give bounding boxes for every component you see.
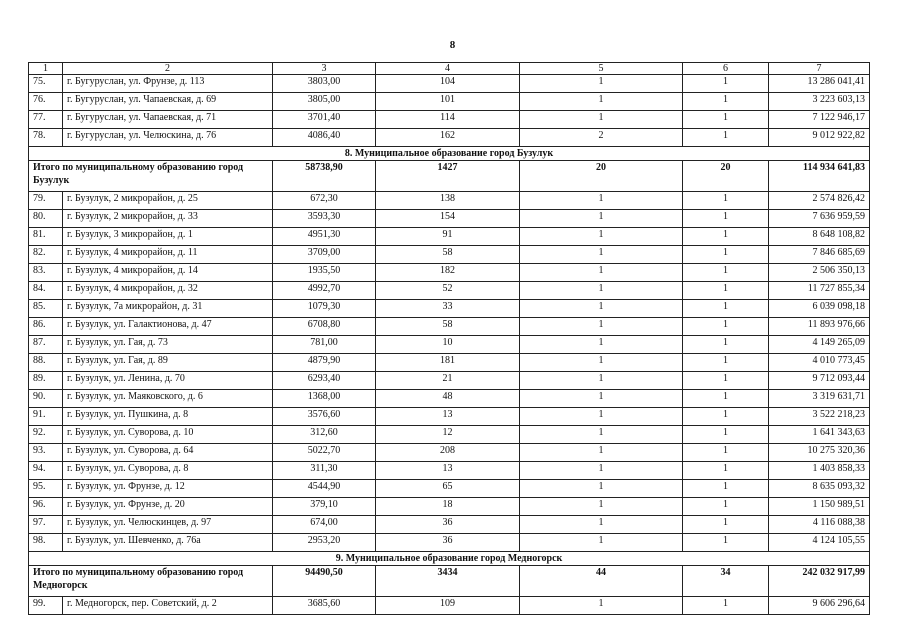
row-area: 379,10	[273, 498, 376, 516]
row-address: г. Бугуруслан, ул. Чапаевская, д. 71	[63, 111, 273, 129]
total-col6: 20	[683, 161, 769, 192]
row-amount: 10 275 320,36	[769, 444, 870, 462]
row-col4: 13	[376, 408, 520, 426]
row-col6: 1	[683, 498, 769, 516]
row-amount: 7 846 685,69	[769, 246, 870, 264]
row-col5: 1	[520, 444, 683, 462]
total-label: Итого по муниципальному образованию город Бузулук	[29, 161, 273, 192]
row-col4: 181	[376, 354, 520, 372]
table-row	[29, 111, 870, 129]
row-address: г. Медногорск, пер. Советский, д. 2	[63, 597, 273, 615]
column-header: 6	[683, 63, 769, 75]
row-col4: 58	[376, 318, 520, 336]
row-col4: 154	[376, 210, 520, 228]
row-col4: 109	[376, 597, 520, 615]
row-number: 75.	[29, 75, 63, 93]
row-col5: 1	[520, 282, 683, 300]
row-number: 92.	[29, 426, 63, 444]
row-amount: 9 012 922,82	[769, 129, 870, 147]
row-amount: 2 574 826,42	[769, 192, 870, 210]
row-col6: 1	[683, 246, 769, 264]
row-address: г. Бугуруслан, ул. Чапаевская, д. 69	[63, 93, 273, 111]
row-col5: 1	[520, 228, 683, 246]
row-area: 4879,90	[273, 354, 376, 372]
row-area: 2953,20	[273, 534, 376, 552]
row-address: г. Бузулук, ул. Гая, д. 73	[63, 336, 273, 354]
table-row	[29, 228, 870, 246]
row-number: 86.	[29, 318, 63, 336]
row-col4: 58	[376, 246, 520, 264]
row-amount: 3 319 631,71	[769, 390, 870, 408]
row-col5: 1	[520, 111, 683, 129]
row-number: 82.	[29, 246, 63, 264]
total-label: Итого по муниципальному образованию город Медногорск	[29, 566, 273, 597]
row-col6: 1	[683, 480, 769, 498]
row-col4: 18	[376, 498, 520, 516]
row-area: 6293,40	[273, 372, 376, 390]
row-amount: 7 636 959,59	[769, 210, 870, 228]
row-number: 80.	[29, 210, 63, 228]
row-address: г. Бузулук, 2 микрорайон, д. 25	[63, 192, 273, 210]
row-area: 311,30	[273, 462, 376, 480]
column-header: 1	[29, 63, 63, 75]
row-amount: 2 506 350,13	[769, 264, 870, 282]
table-row	[29, 210, 870, 228]
table-row	[29, 192, 870, 210]
row-amount: 7 122 946,17	[769, 111, 870, 129]
table-row	[29, 129, 870, 147]
row-number: 97.	[29, 516, 63, 534]
row-address: г. Бузулук, ул. Пушкина, д. 8	[63, 408, 273, 426]
column-header: 2	[63, 63, 273, 75]
row-col4: 21	[376, 372, 520, 390]
row-address: г. Бузулук, 4 микрорайон, д. 14	[63, 264, 273, 282]
row-address: г. Бузулук, 7а микрорайон, д. 31	[63, 300, 273, 318]
table-row	[29, 498, 870, 516]
row-col6: 1	[683, 444, 769, 462]
table-row	[29, 300, 870, 318]
table-row	[29, 534, 870, 552]
table-row	[29, 318, 870, 336]
row-amount: 1 150 989,51	[769, 498, 870, 516]
row-area: 6708,80	[273, 318, 376, 336]
table-row	[29, 444, 870, 462]
row-area: 4992,70	[273, 282, 376, 300]
row-area: 312,60	[273, 426, 376, 444]
row-col6: 1	[683, 336, 769, 354]
row-address: г. Бузулук, 4 микрорайон, д. 32	[63, 282, 273, 300]
row-number: 89.	[29, 372, 63, 390]
row-col6: 1	[683, 264, 769, 282]
row-amount: 4 116 088,38	[769, 516, 870, 534]
row-col4: 36	[376, 534, 520, 552]
row-col4: 52	[376, 282, 520, 300]
row-number: 85.	[29, 300, 63, 318]
row-col6: 1	[683, 111, 769, 129]
table-row	[29, 75, 870, 93]
row-col5: 1	[520, 210, 683, 228]
page-number: 8	[449, 39, 456, 51]
row-area: 672,30	[273, 192, 376, 210]
row-col6: 1	[683, 75, 769, 93]
row-address: г. Бугуруслан, ул. Фрунзе, д. 113	[63, 75, 273, 93]
row-col6: 1	[683, 516, 769, 534]
row-amount: 4 010 773,45	[769, 354, 870, 372]
row-col4: 65	[376, 480, 520, 498]
row-number: 77.	[29, 111, 63, 129]
row-address: г. Бузулук, ул. Галактионова, д. 47	[63, 318, 273, 336]
row-col4: 13	[376, 462, 520, 480]
row-address: г. Бузулук, 4 микрорайон, д. 11	[63, 246, 273, 264]
row-amount: 4 124 105,55	[769, 534, 870, 552]
row-amount: 9 606 296,64	[769, 597, 870, 615]
total-col5: 44	[520, 566, 683, 597]
row-col5: 1	[520, 300, 683, 318]
row-number: 78.	[29, 129, 63, 147]
row-col5: 1	[520, 192, 683, 210]
row-address: г. Бузулук, ул. Ленина, д. 70	[63, 372, 273, 390]
row-amount: 1 641 343,63	[769, 426, 870, 444]
row-number: 94.	[29, 462, 63, 480]
section-total-row	[29, 566, 870, 597]
row-area: 781,00	[273, 336, 376, 354]
row-col6: 1	[683, 462, 769, 480]
section-total-row	[29, 161, 870, 192]
table-row	[29, 480, 870, 498]
row-number: 84.	[29, 282, 63, 300]
row-col6: 1	[683, 300, 769, 318]
table-row	[29, 93, 870, 111]
row-number: 95.	[29, 480, 63, 498]
row-area: 4086,40	[273, 129, 376, 147]
row-col6: 1	[683, 93, 769, 111]
row-area: 3593,30	[273, 210, 376, 228]
row-col6: 1	[683, 129, 769, 147]
row-amount: 3 522 218,23	[769, 408, 870, 426]
row-col5: 1	[520, 318, 683, 336]
row-number: 83.	[29, 264, 63, 282]
row-number: 90.	[29, 390, 63, 408]
row-address: г. Бузулук, ул. Суворова, д. 8	[63, 462, 273, 480]
row-col5: 1	[520, 354, 683, 372]
table-row	[29, 390, 870, 408]
row-col4: 36	[376, 516, 520, 534]
row-col5: 1	[520, 264, 683, 282]
row-col5: 1	[520, 75, 683, 93]
row-col4: 162	[376, 129, 520, 147]
total-col4: 3434	[376, 566, 520, 597]
row-amount: 9 712 093,44	[769, 372, 870, 390]
table-row	[29, 426, 870, 444]
row-area: 3803,00	[273, 75, 376, 93]
row-number: 98.	[29, 534, 63, 552]
table-row	[29, 597, 870, 615]
row-address: г. Бузулук, ул. Челюскинцев, д. 97	[63, 516, 273, 534]
row-col4: 208	[376, 444, 520, 462]
table-row	[29, 372, 870, 390]
row-col6: 1	[683, 372, 769, 390]
row-area: 1935,50	[273, 264, 376, 282]
section-title: 9. Муниципальное образование город Медногорск	[29, 552, 870, 566]
row-col5: 1	[520, 498, 683, 516]
row-col4: 91	[376, 228, 520, 246]
row-col4: 182	[376, 264, 520, 282]
row-number: 93.	[29, 444, 63, 462]
row-address: г. Бузулук, ул. Гая, д. 89	[63, 354, 273, 372]
table-row	[29, 354, 870, 372]
row-area: 674,00	[273, 516, 376, 534]
row-number: 91.	[29, 408, 63, 426]
row-area: 4951,30	[273, 228, 376, 246]
total-col5: 20	[520, 161, 683, 192]
row-col4: 114	[376, 111, 520, 129]
row-address: г. Бузулук, ул. Фрунзе, д. 12	[63, 480, 273, 498]
row-col4: 138	[376, 192, 520, 210]
row-col5: 1	[520, 336, 683, 354]
row-number: 76.	[29, 93, 63, 111]
row-col4: 12	[376, 426, 520, 444]
row-col6: 1	[683, 534, 769, 552]
row-col6: 1	[683, 210, 769, 228]
section-title-row	[29, 552, 870, 566]
total-area: 58738,90	[273, 161, 376, 192]
table-row	[29, 462, 870, 480]
row-area: 1079,30	[273, 300, 376, 318]
table-row	[29, 282, 870, 300]
row-col6: 1	[683, 408, 769, 426]
row-col5: 1	[520, 426, 683, 444]
total-col4: 1427	[376, 161, 520, 192]
table-row	[29, 246, 870, 264]
row-col5: 1	[520, 390, 683, 408]
row-number: 96.	[29, 498, 63, 516]
row-address: г. Бузулук, ул. Маяковского, д. 6	[63, 390, 273, 408]
row-col4: 10	[376, 336, 520, 354]
row-number: 88.	[29, 354, 63, 372]
row-col4: 104	[376, 75, 520, 93]
row-number: 81.	[29, 228, 63, 246]
row-col6: 1	[683, 318, 769, 336]
row-area: 3805,00	[273, 93, 376, 111]
row-col5: 1	[520, 516, 683, 534]
row-amount: 8 635 093,32	[769, 480, 870, 498]
row-amount: 11 727 855,34	[769, 282, 870, 300]
row-area: 3709,00	[273, 246, 376, 264]
row-area: 5022,70	[273, 444, 376, 462]
row-col5: 1	[520, 408, 683, 426]
row-col6: 1	[683, 192, 769, 210]
row-address: г. Бузулук, ул. Фрунзе, д. 20	[63, 498, 273, 516]
table-row	[29, 408, 870, 426]
row-col6: 1	[683, 597, 769, 615]
row-address: г. Бузулук, 3 микрорайон, д. 1	[63, 228, 273, 246]
row-amount: 6 039 098,18	[769, 300, 870, 318]
row-col5: 1	[520, 462, 683, 480]
row-address: г. Бузулук, ул. Шевченко, д. 76а	[63, 534, 273, 552]
row-area: 1368,00	[273, 390, 376, 408]
row-area: 4544,90	[273, 480, 376, 498]
section-title: 8. Муниципальное образование город Бузулук	[29, 147, 870, 161]
row-col5: 1	[520, 597, 683, 615]
row-address: г. Бузулук, 2 микрорайон, д. 33	[63, 210, 273, 228]
row-amount: 13 286 041,41	[769, 75, 870, 93]
total-amount: 114 934 641,83	[769, 161, 870, 192]
row-address: г. Бузулук, ул. Суворова, д. 64	[63, 444, 273, 462]
column-header: 5	[520, 63, 683, 75]
row-col4: 48	[376, 390, 520, 408]
row-area: 3576,60	[273, 408, 376, 426]
row-address: г. Бугуруслан, ул. Челюскина, д. 76	[63, 129, 273, 147]
row-area: 3685,60	[273, 597, 376, 615]
column-header: 3	[273, 63, 376, 75]
column-header: 4	[376, 63, 520, 75]
row-amount: 1 403 858,33	[769, 462, 870, 480]
total-area: 94490,50	[273, 566, 376, 597]
row-col4: 33	[376, 300, 520, 318]
row-number: 79.	[29, 192, 63, 210]
row-col6: 1	[683, 390, 769, 408]
column-header-row	[29, 63, 870, 75]
total-col6: 34	[683, 566, 769, 597]
row-col6: 1	[683, 282, 769, 300]
row-col5: 1	[520, 93, 683, 111]
row-amount: 3 223 603,13	[769, 93, 870, 111]
row-col5: 1	[520, 372, 683, 390]
row-area: 3701,40	[273, 111, 376, 129]
row-col6: 1	[683, 228, 769, 246]
table-row	[29, 264, 870, 282]
row-amount: 4 149 265,09	[769, 336, 870, 354]
row-col6: 1	[683, 426, 769, 444]
total-amount: 242 032 917,99	[769, 566, 870, 597]
row-col4: 101	[376, 93, 520, 111]
row-col5: 1	[520, 246, 683, 264]
row-number: 87.	[29, 336, 63, 354]
row-number: 99.	[29, 597, 63, 615]
row-col5: 1	[520, 534, 683, 552]
row-col6: 1	[683, 354, 769, 372]
table-row	[29, 336, 870, 354]
table-row	[29, 516, 870, 534]
row-amount: 11 893 976,66	[769, 318, 870, 336]
section-title-row	[29, 147, 870, 161]
register-table	[28, 62, 870, 615]
row-amount: 8 648 108,82	[769, 228, 870, 246]
row-col5: 2	[520, 129, 683, 147]
row-col5: 1	[520, 480, 683, 498]
table-body	[29, 63, 870, 615]
column-header: 7	[769, 63, 870, 75]
row-address: г. Бузулук, ул. Суворова, д. 10	[63, 426, 273, 444]
